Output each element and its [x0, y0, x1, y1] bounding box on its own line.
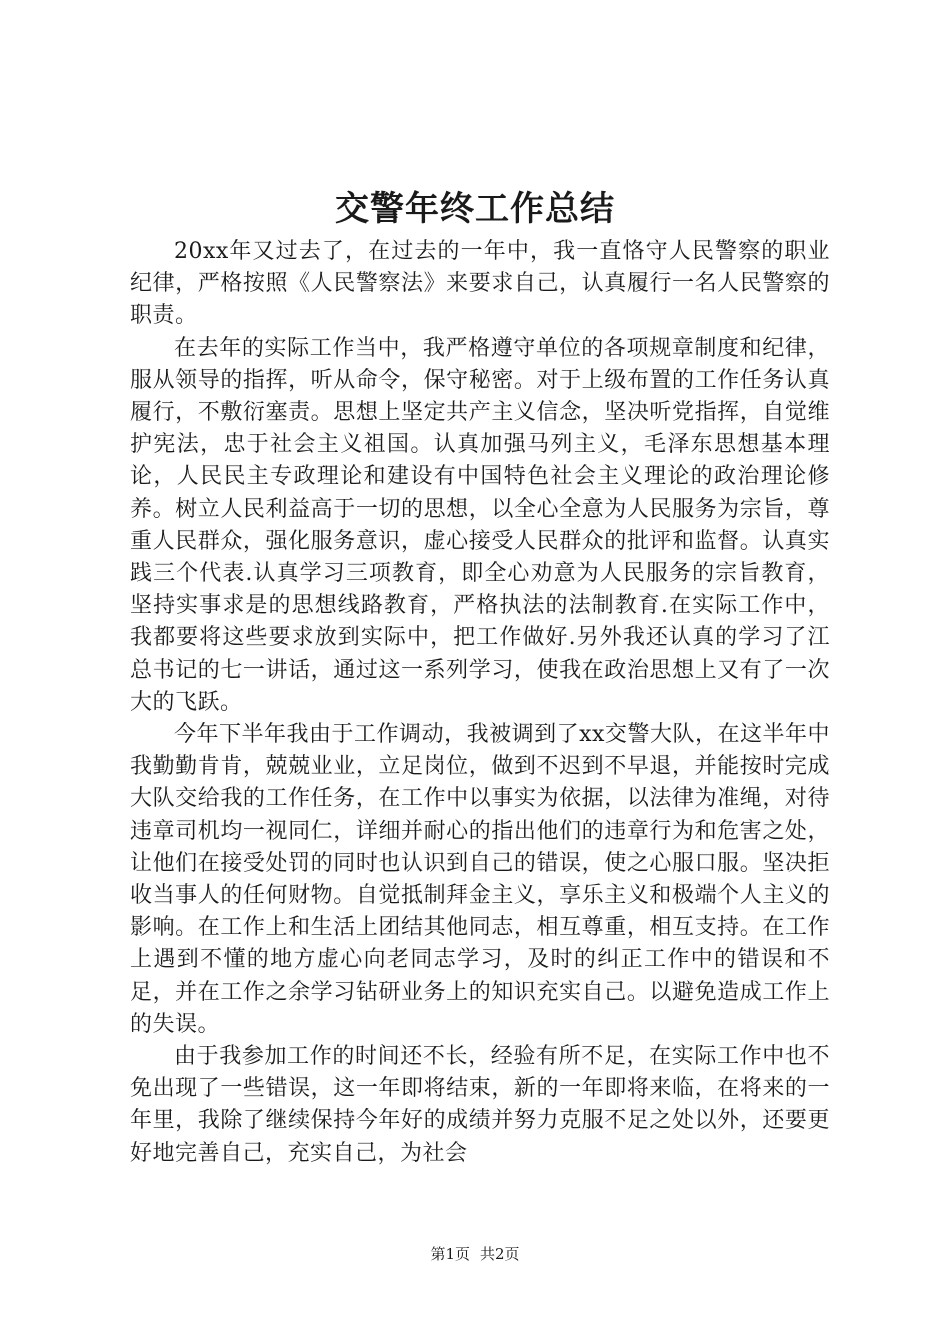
- page-number: 第1页: [430, 1245, 470, 1263]
- page-footer: [0, 1243, 950, 1265]
- paragraph: 20xx年又过去了，在过去的一年中，我一直恪守人民警察的职业纪律，严格按照《人民警察法》来要求自己，认真履行一名人民警察的职责。: [130, 239, 830, 329]
- paragraph: 由于我参加工作的时间还不长，经验有所不足，在实际工作中也不免出现了一些错误，这一年即将结束，新的一年即将来临，在将来的一年里，我除了继续保持今年好的成绩并努力克服不足之处以外，还要更好地完善自己，充实自己，为社会: [130, 1044, 830, 1166]
- page-total: 共2页: [480, 1245, 520, 1263]
- document-body: [130, 236, 830, 1170]
- paragraph: 今年下半年我由于工作调动，我被调到了xx交警大队，在这半年中我勤勤肯肯，兢兢业业，立足岗位，做到不迟到不早退，并能按时完成大队交给我的工作任务，在工作中以事实为依据，以法律为准绳，对待违章司机均一视同仁，详细并耐心的指出他们的违章行为和危害之处，让他们在接受处罚的同时也认识到自己的错误，使之心服口服。坚决拒收当事人的任何财物。自觉抵制拜金主义，享乐主义和极端个人主义的影响。在工作上和生活上团结其他同志，相互尊重，相互支持。在工作上遇到不懂的地方虚心向老同志学习，及时的纠正工作中的错误和不足，并在工作之余学习钻研业务上的知识充实自己。以避免造成工作上的失误。: [130, 722, 830, 1037]
- document-title: 交警年终工作总结: [335, 189, 615, 229]
- paragraph: 在去年的实际工作当中，我严格遵守单位的各项规章制度和纪律，服从领导的指挥，听从命令，保守秘密。对于上级布置的工作任务认真履行，不敷衍塞责。思想上坚定共产主义信念，坚决听党指挥，自觉维护宪法，忠于社会主义祖国。认真加强马列主义，毛泽东思想基本理论，人民民主专政理论和建设有中国特色社会主义理论的政治理论修养。树立人民利益高于一切的思想，以全心全意为人民服务为宗旨，尊重人民群众，强化服务意识，虚心接受人民群众的批评和监督。认真实践三个代表.认真学习三项教育，即全心劝意为人民服务的宗旨教育，坚持实事求是的思想线路教育，严格执法的法制教育.在实际工作中，我都要将这些要求放到实际中，把工作做好.另外我还认真的学习了江总书记的七一讲话，通过这一系列学习，使我在政治思想上又有了一次大的飞跃。: [130, 335, 830, 715]
